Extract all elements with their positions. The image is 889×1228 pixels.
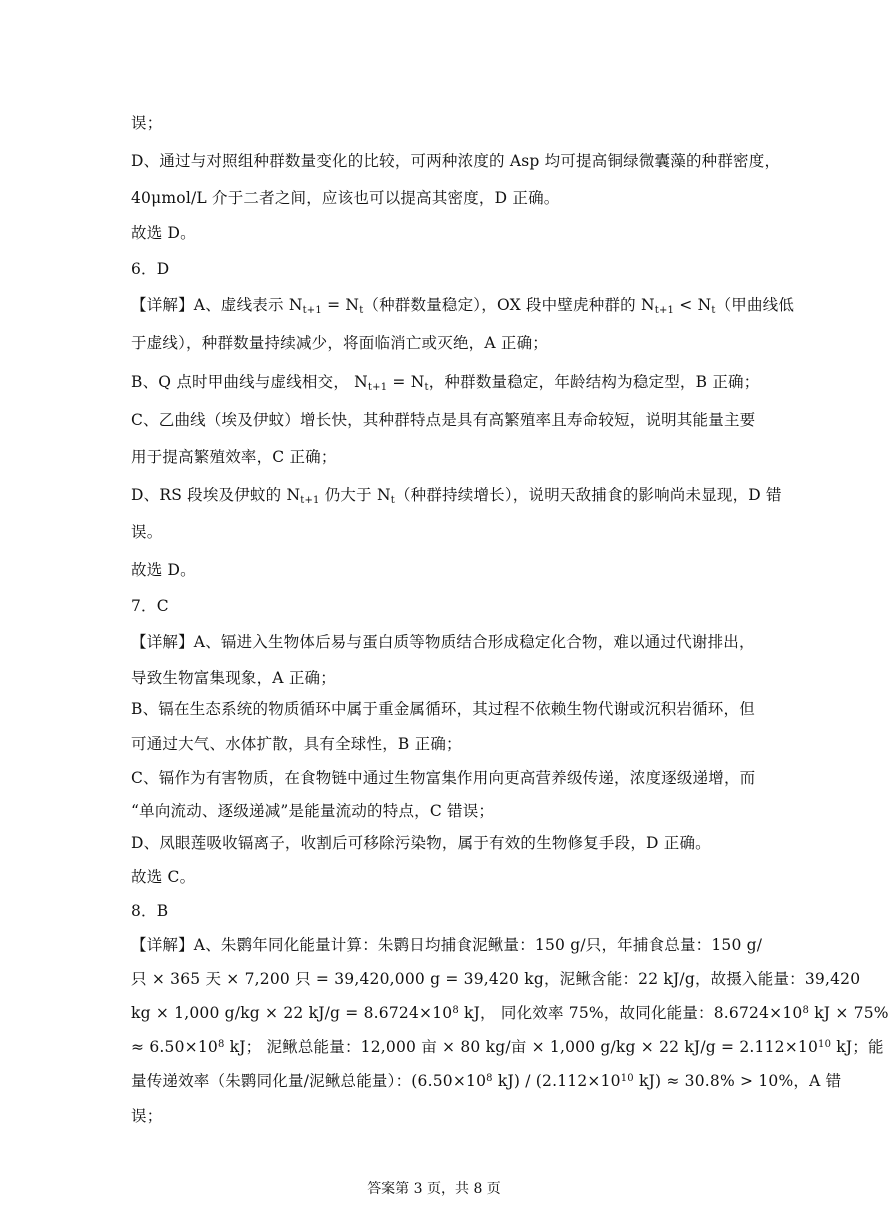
text-line: 导致生物富集现象，A 正确； (131, 669, 336, 687)
text-line: “单向流动、逐级递减”是能量流动的特点，C 错误； (131, 802, 495, 820)
text-line: D、RS 段埃及伊蚊的 $N_{t+1}$ 仍大于 $N_t$（种群持续增长），说明天敌捕食的影响尚未显现，D 错 (131, 486, 782, 506)
text-line: 误； (131, 1107, 163, 1125)
text-line: 40μmol/L 介于二者之间，应该也可以提高其密度，D 正确。 (131, 189, 560, 207)
text-line: D、通过与对照组种群数量变化的比较，可两种浓度的 Asp 均可提高铜绿微囊藻的种群密度， (131, 152, 781, 170)
question-number: 6．D (131, 260, 170, 278)
text-line: D、凤眼莲吸收镉离子，收割后可移除污染物，属于有效的生物修复手段，D 正确。 (131, 834, 711, 852)
text-line: 故选 C。 (131, 868, 196, 886)
text-line: B、Q 点时甲曲线与虚线相交， $N_{t+1} = N_t$，种群数量稳定，年龄结构为稳定型，B 正确； (131, 373, 760, 393)
text-line: kg × 1,000 g/kg × 22 $kJ/g = 8.6724\times 10^8$ kJ， 同化效率 75%，故同化能量：$8.6724\times 10^8$ kJ × 75% (131, 1004, 889, 1022)
text-line: 于虚线），种群数量持续减少，将面临消亡或灭绝，A 正确； (131, 334, 548, 352)
text-line: 故选 D。 (131, 224, 196, 242)
text-line: 用于提高繁殖效率，C 正确； (131, 448, 337, 466)
text-line: 【详解】A、虚线表示 $N_{t+1} = N_t$（种群数量稳定），OX 段中壁虎种群的 $N_{t+1} < N_t$（甲曲线低 (131, 296, 795, 316)
text-line: 可通过大气、水体扩散，具有全球性，B 正确； (131, 735, 462, 753)
text-line: ≈ $6.50\times 10^8$ kJ； 泥鳅总能量：12,000 亩 × 80 kg/亩 × 1,000 g/kg × 22 $kJ/g = 2.112\times 10^{10}$ kJ；能 (131, 1038, 884, 1056)
text-line: 【详解】A、镉进入生物体后易与蛋白质等物质结合形成稳定化合物，难以通过代谢排出， (131, 633, 755, 651)
text-line: C、乙曲线（埃及伊蚊）增长快，其种群特点是具有高繁殖率且寿命较短，说明其能量主要 (131, 411, 756, 429)
text-line: B、镉在生态系统的物质循环中属于重金属循环，其过程不依赖生物代谢或沉积岩循环，但 (131, 700, 755, 718)
text-line: 量传递效率（朱鹮同化量/泥鳅总能量）：($6.50\times 10^8$ $kJ) / (2.112\times 10^{10}$ kJ) ≈ 30.8% > 10%，A 错 (131, 1072, 842, 1090)
text-line: 【详解】A、朱鹮年同化能量计算：朱鹮日均捕食泥鳅量：150 g/只，年捕食总量：150 g/ (131, 936, 763, 954)
text-line: 误； (131, 114, 163, 132)
page-footer: 答案第 3 页，共 8 页 (367, 1181, 501, 1197)
question-number: 7．C (131, 597, 169, 615)
text-line: 只 × 365 天 × 7,200 只 = 39,420,000 g = 39,420 kg，泥鳅含能：22 kJ/g，故摄入能量：39,420 (131, 970, 861, 988)
text-line: C、镉作为有害物质，在食物链中通过生物富集作用向更高营养级传递，浓度逐级递增，而 (131, 769, 756, 787)
question-number: 8．B (131, 902, 169, 920)
text-line: 误。 (131, 523, 163, 541)
text-line: 故选 D。 (131, 561, 196, 579)
